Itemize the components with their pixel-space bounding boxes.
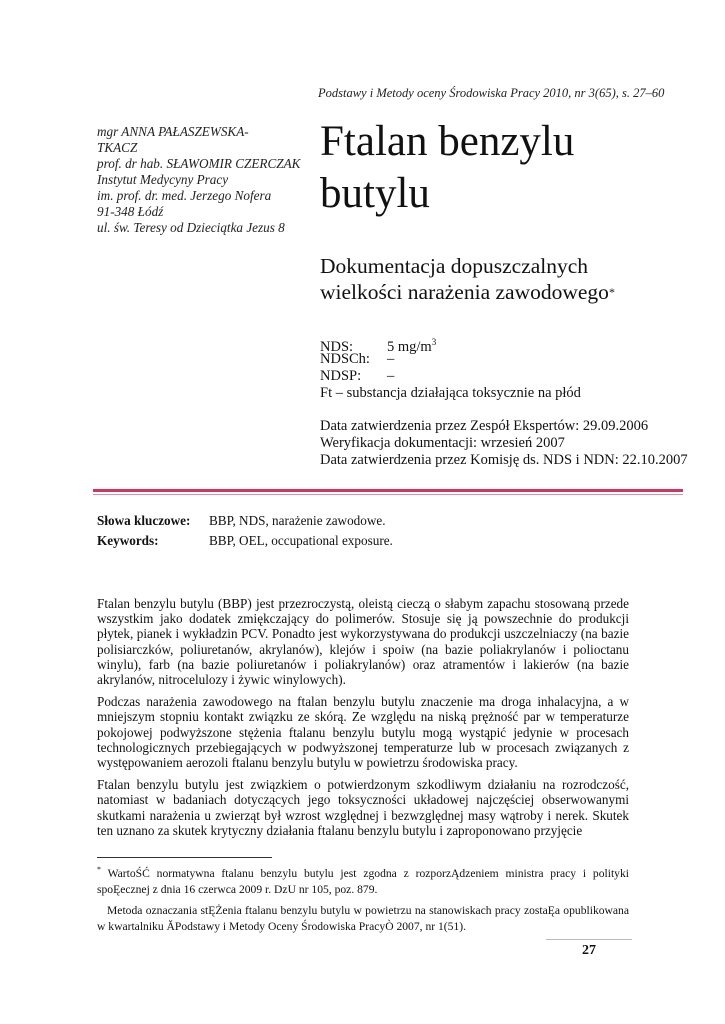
ndsch-row (320, 351, 581, 368)
footnote-mark: * (608, 285, 615, 299)
section-divider-thin (93, 494, 683, 495)
paragraph: Ftalan benzylu butylu jest związkiem o potwierdzonym szkodliwym działaniu na rozrodczość, natomiast w badaniach dotyczących jego toksyczności układowej najczęściej obserwowanymi skutkami narażenia u zwierząt był wzrost względnej i bezwzględnej masy wątroby i nerek. Skutek ten uznano za skutek krytyczny działania ftalanu benzylu butylu i zaproponowano przyjęcie (97, 777, 629, 838)
author-line: ul. św. Teresy od Dzieciątka Jezus 8 (97, 220, 285, 235)
ndsch-value: – (387, 351, 395, 367)
section-divider (93, 489, 683, 492)
footnotes (97, 862, 629, 935)
exposure-limits (320, 334, 581, 402)
author-line: Instytut Medycyny Pracy (97, 172, 229, 187)
author-line: prof. dr hab. SŁAWOMIR CZERCZAK (97, 156, 301, 171)
subtitle-line: Dokumentacja dopuszczalnych (320, 254, 589, 278)
nds-row (320, 334, 581, 355)
footnote: Metoda oznaczania stĘŻenia ftalanu benzylu butylu w powietrzu na stanowiskach pracy zostaĘa opublikowana w kwartalniku ĂPodstawy i Metody Oceny Środowiska PracyÒ 2007, nr 1(51). (97, 903, 629, 933)
paragraph: Ftalan benzylu butylu (BBP) jest przezroczystą, oleistą cieczą o słabym zapachu stosowaną przede wszystkim jako dodatek zmiękczający do polimerów. Stosuje się ją powszechnie do produkcji płytek, pianek i wykładzin PCV. Ponadto jest wykorzystywana do produkcji uszczelniaczy (na bazie polisiarczków, poliuretanów, akrylanów), klejów i spoiw (na bazie poliakrylanów i polioctanu winylu), farb (na bazie poliuretanów i poliakrylanów) oraz atramentów i lakierów (na bazie akrylanów, nitrocelulozy i żywic winylowych). (97, 596, 629, 688)
author-line: 91-348 Łódź (97, 204, 164, 219)
title-line: butylu (320, 170, 430, 217)
date-line: Data zatwierdzenia przez Komisję ds. NDS i NDN: 22.10.2007 (320, 452, 688, 468)
keywords-pl (97, 511, 393, 531)
journal-reference: Podstawy i Metody oceny Środowiska Pracy 2010, nr 3(65), s. 27–60 (318, 86, 665, 100)
author-block (97, 124, 312, 236)
keywords-block (97, 511, 393, 551)
date-line: Weryfikacja dokumentacji: wrzesień 2007 (320, 435, 565, 451)
title-line: Ftalan benzylu (320, 118, 575, 165)
footnote-divider (97, 857, 272, 858)
keywords-en (97, 531, 393, 551)
ndsch-label: NDSCh: (320, 351, 370, 367)
nds-label: NDS: (320, 338, 354, 355)
author-line: TKACZ (97, 140, 138, 155)
ndsp-value: – (387, 368, 395, 384)
page-number-rule (546, 939, 632, 940)
author-line: mgr ANNA PAŁASZEWSKA- (97, 124, 249, 139)
keywords-pl-label: Słowa kluczowe: (97, 513, 191, 528)
author-line: im. prof. dr. med. Jerzego Nofera (97, 188, 272, 203)
keywords-en-label: Keywords: (97, 533, 159, 548)
footnote: * WartoŚĆ normatywna ftalanu benzylu butylu jest zgodna z rozporzĄdzeniem ministra pracy i polityki spoĘecznej z dnia 16 czerwca 2009 r. DzU nr 105, poz. 879. (97, 865, 629, 896)
date-line: Data zatwierdzenia przez Zespół Ekspertów: 29.09.2006 (320, 418, 649, 434)
nds-value: 5 mg/m (387, 338, 432, 355)
ft-note: Ft – substancja działająca toksycznie na płód (320, 385, 581, 401)
page-number: 27 (582, 943, 596, 958)
paragraph: Podczas narażenia zawodowego na ftalan benzylu butylu znaczenie ma droga inhalacyjna, a w mniejszym stopniu kontakt związku ze skórą. Ze względu na niską prężność par w temperaturze pokojowej podwyższone stężenia ftalanu benzylu butylu mogą wystąpić jedynie w procesach technologicznych przebiegających w podwyższonej temperaturze lub w procesach związanych z występowaniem aerozoli ftalanu benzylu butylu w powietrzu środowiska pracy. (97, 694, 629, 771)
nds-unit-exponent: 3 (431, 337, 437, 347)
footnote-mark: * (97, 865, 101, 874)
ndsp-label: NDSP: (320, 368, 362, 384)
keywords-pl-value: BBP, NDS, narażenie zawodowe. (209, 513, 386, 528)
document-title (320, 116, 574, 220)
abstract-body (97, 596, 629, 845)
approval-dates (320, 418, 688, 469)
subtitle-line: wielkości narażenia zawodowego* (320, 280, 615, 304)
ndsp-row (320, 368, 581, 385)
document-subtitle (320, 253, 615, 305)
keywords-en-value: BBP, OEL, occupational exposure. (209, 533, 393, 548)
